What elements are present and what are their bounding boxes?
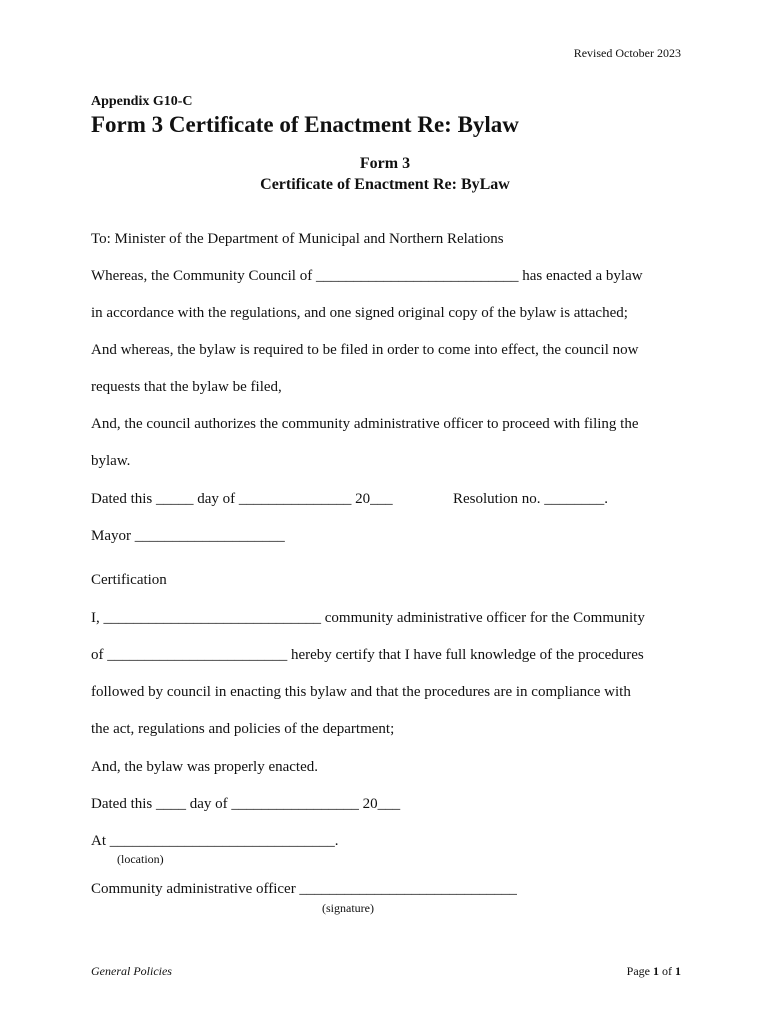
whereas-line-1: Whereas, the Community Council of ___________________________ has enacted a bylaw [91, 268, 643, 284]
page-word: Page [626, 964, 650, 978]
form-number: Form 3 [359, 155, 411, 172]
addressee-line: To: Minister of the Department of Municipal and Northern Relations [91, 231, 504, 247]
mayor-signature-line: Mayor ____________________ [91, 528, 285, 544]
certification-line-3: followed by council in enacting this bylaw and that the procedures are in compliance with [91, 684, 631, 700]
whereas-line-4: requests that the bylaw be filed, [91, 379, 282, 395]
page-number [627, 964, 681, 979]
resolution-number: Resolution no. ________. [453, 491, 609, 507]
authorizes-line-2: bylaw. [91, 453, 131, 469]
page-title: Form 3 Certificate of Enactment Re: Bylaw [91, 112, 519, 137]
whereas-line-3: And whereas, the bylaw is required to be filed in order to come into effect, the council now [91, 342, 639, 358]
form-subtitle: Certificate of Enactment Re: ByLaw [260, 176, 510, 193]
authorizes-line-1: And, the council authorizes the community administrative officer to proceed with filing the [91, 416, 639, 432]
appendix-label: Appendix G10-C [91, 94, 193, 109]
officer-signature-line: Community administrative officer _____________________________ [91, 881, 517, 897]
revised-date: Revised October 2023 [573, 46, 681, 60]
dated-line: Dated this _____ day of _______________ 20___ [91, 491, 393, 507]
page-of: of [662, 964, 672, 978]
certification-dated-line: Dated this ____ day of _________________ 20___ [91, 796, 401, 812]
certification-line-5: And, the bylaw was properly enacted. [91, 759, 319, 775]
certification-heading: Certification [91, 572, 167, 588]
certification-line-2: of ________________________ hereby certify that I have full knowledge of the procedures [91, 647, 644, 663]
page-current: 1 [653, 964, 659, 978]
whereas-line-2: in accordance with the regulations, and one signed original copy of the bylaw is attached; [91, 305, 628, 321]
certification-line-4: the act, regulations and policies of the department; [91, 721, 395, 737]
page-total: 1 [675, 964, 681, 978]
location-caption: (location) [117, 852, 164, 866]
certification-line-1: I, _____________________________ community administrative officer for the Community [91, 610, 645, 626]
signature-caption: (signature) [322, 901, 374, 915]
footer-section-name: General Policies [91, 964, 172, 978]
location-line: At ______________________________. [91, 833, 339, 849]
